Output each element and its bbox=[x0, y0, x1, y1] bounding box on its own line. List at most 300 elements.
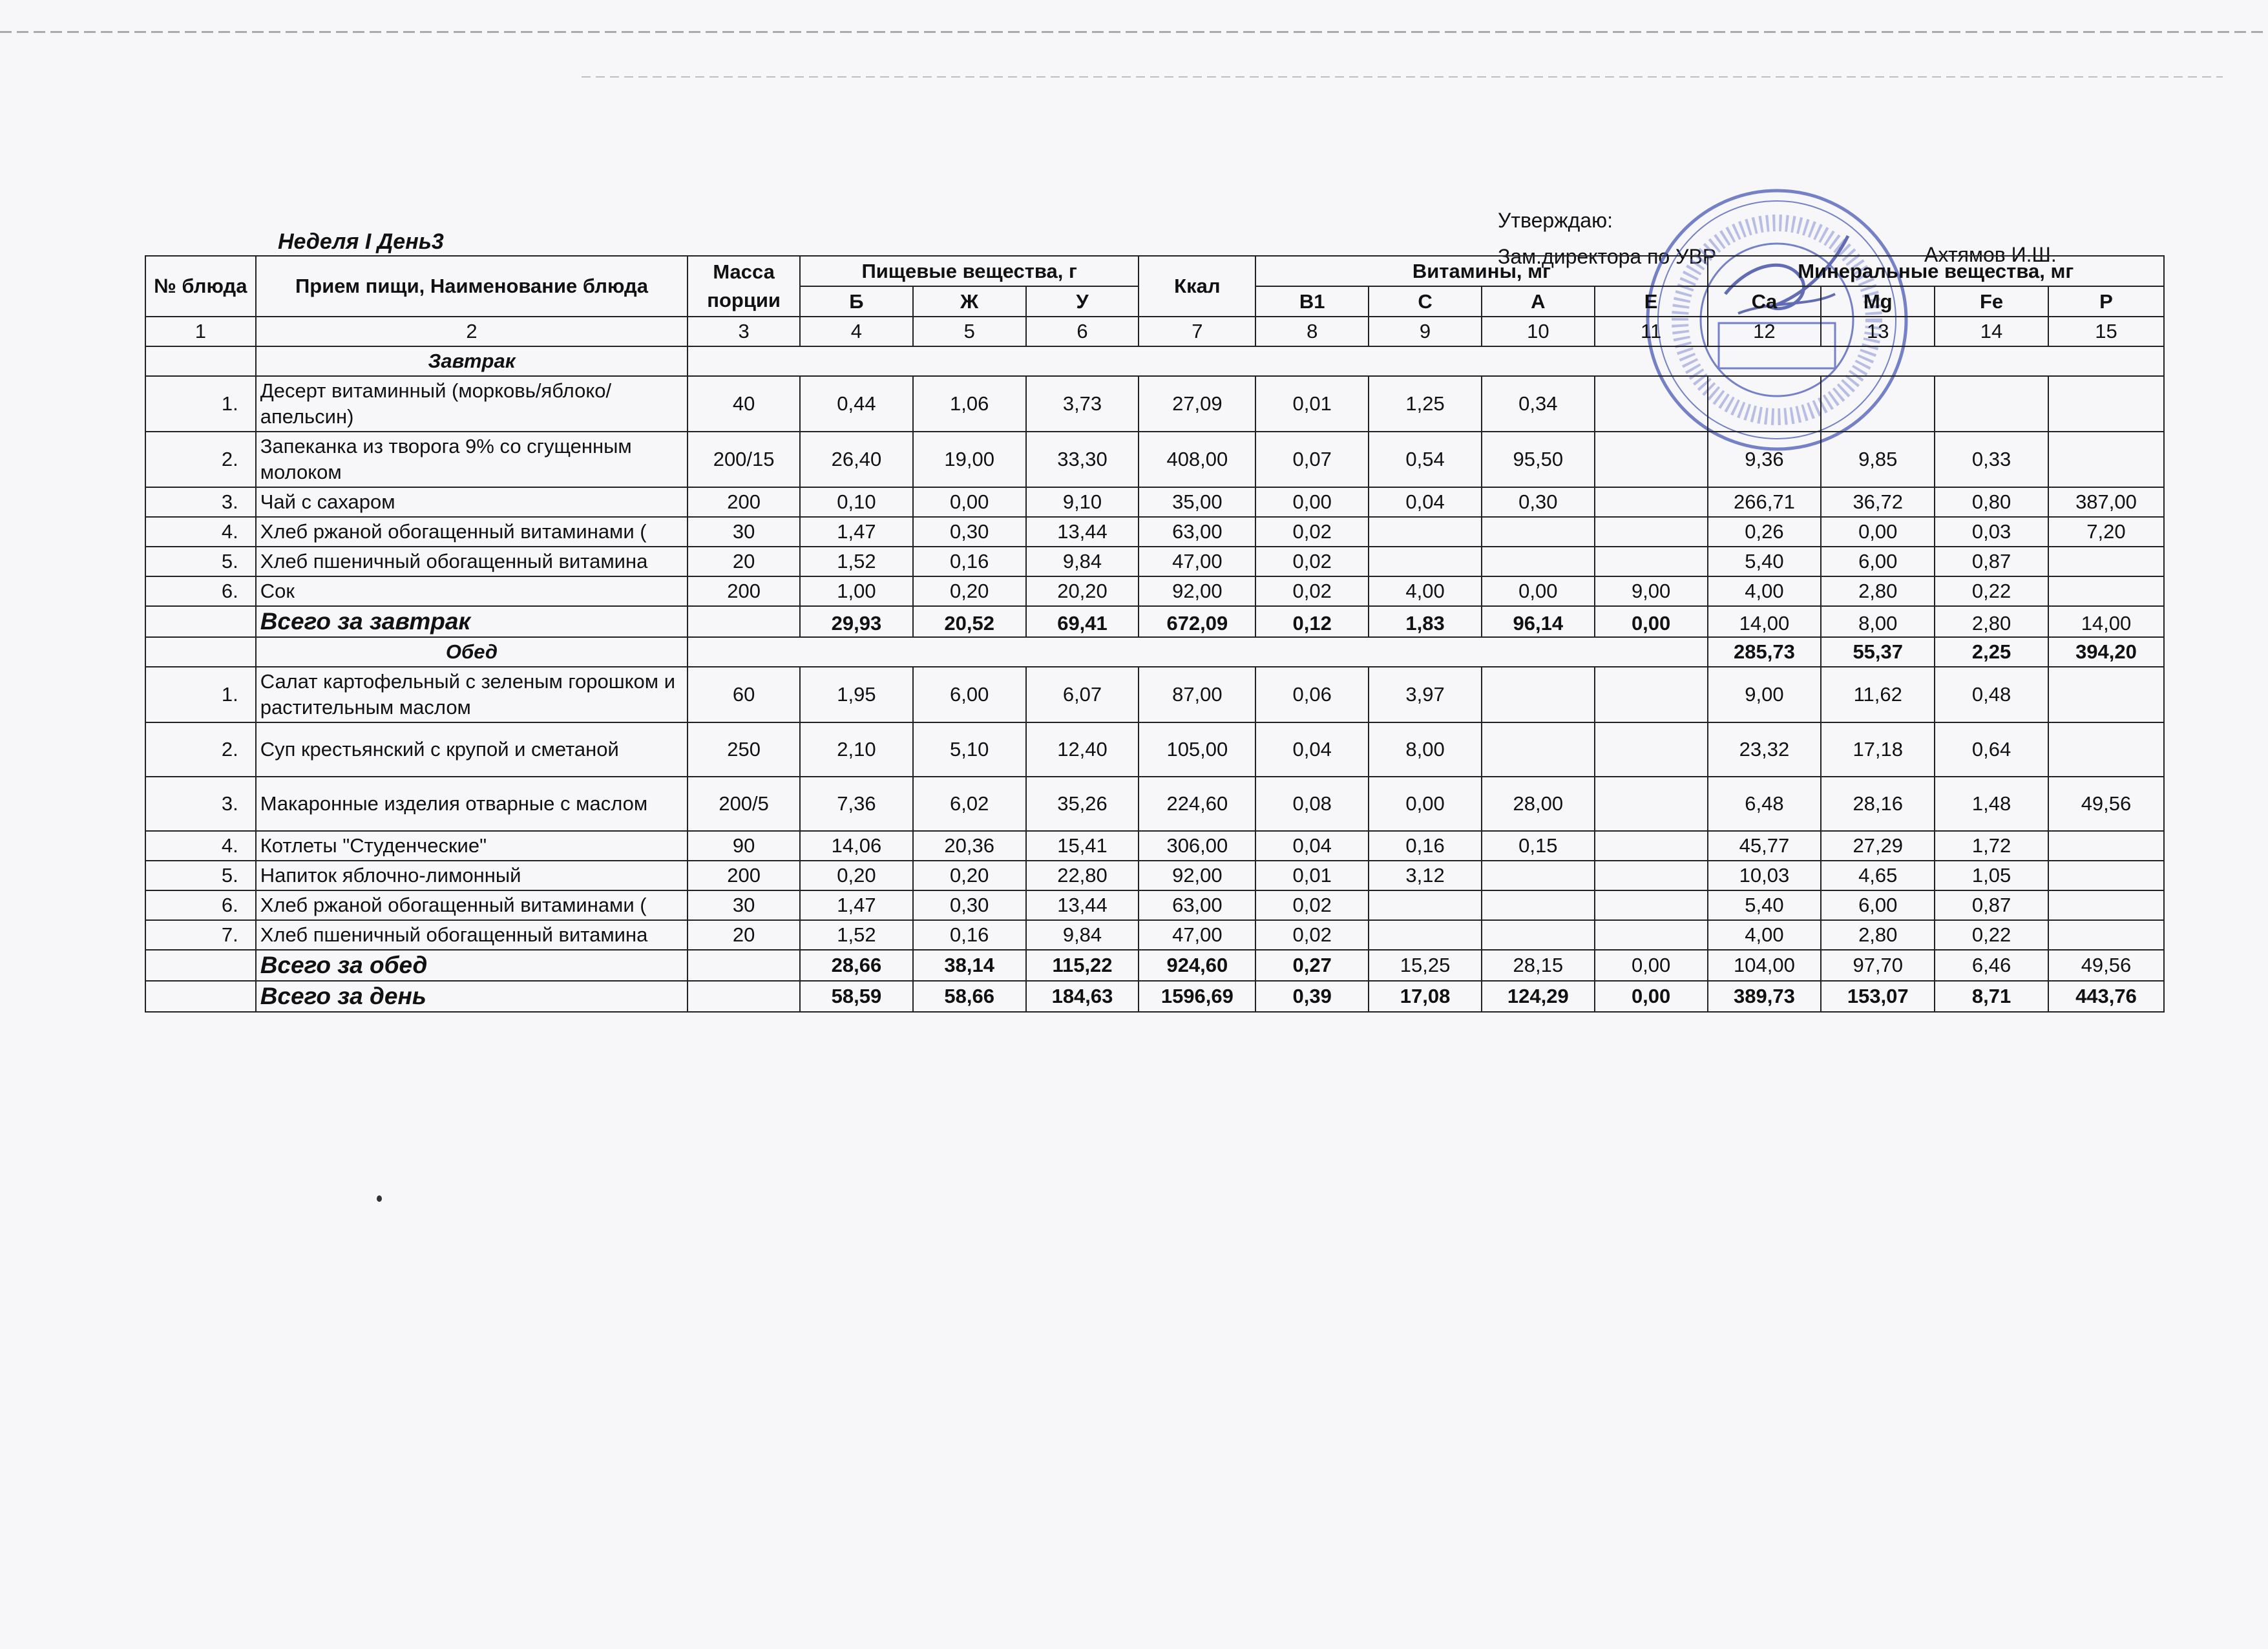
cell-fe: 0,80 bbox=[1935, 487, 2048, 517]
dish-number: 3. bbox=[145, 487, 256, 517]
cell-p bbox=[2048, 667, 2164, 722]
cell-e bbox=[1595, 920, 1708, 950]
cell-ca: 9,36 bbox=[1708, 432, 1822, 487]
cell-u: 35,26 bbox=[1026, 777, 1139, 831]
cell-p bbox=[2048, 861, 2164, 890]
header-row-1 bbox=[145, 256, 2164, 286]
total-u: 69,41 bbox=[1026, 606, 1139, 637]
dish-mass: 200 bbox=[688, 861, 800, 890]
dish-mass: 60 bbox=[688, 667, 800, 722]
total-a: 96,14 bbox=[1482, 606, 1595, 637]
dish-number: 2. bbox=[145, 432, 256, 487]
col-number: 14 bbox=[1935, 317, 2048, 346]
cell-mg: 11,62 bbox=[1821, 667, 1935, 722]
cell-ca: 9,00 bbox=[1708, 667, 1822, 722]
total-label-lunch: Всего за обед bbox=[256, 950, 688, 981]
cell-p: 387,00 bbox=[2048, 487, 2164, 517]
dish-name: Макаронные изделия отварные с маслом bbox=[256, 777, 688, 831]
total-ca-line1: 14,00 bbox=[1708, 606, 1822, 637]
total-e: 0,00 bbox=[1595, 606, 1708, 637]
cell-a: 95,50 bbox=[1482, 432, 1595, 487]
col-header-ca: Ca bbox=[1708, 286, 1822, 317]
cell-ca: 10,03 bbox=[1708, 861, 1822, 890]
cell-b: 1,47 bbox=[800, 517, 913, 547]
dish-mass: 90 bbox=[688, 831, 800, 861]
table-row bbox=[145, 890, 2164, 920]
cell-p: 7,20 bbox=[2048, 517, 2164, 547]
total-ca: 389,73 bbox=[1708, 981, 1822, 1012]
cell-zh: 19,00 bbox=[913, 432, 1026, 487]
total-zh: 38,14 bbox=[913, 950, 1026, 981]
cell-c: 0,04 bbox=[1369, 487, 1482, 517]
cell-u: 33,30 bbox=[1026, 432, 1139, 487]
cell-u: 15,41 bbox=[1026, 831, 1139, 861]
cell-kcal: 224,60 bbox=[1139, 777, 1255, 831]
dish-mass: 40 bbox=[688, 376, 800, 432]
total-kcal: 924,60 bbox=[1139, 950, 1255, 981]
total-row-day bbox=[145, 981, 2164, 1012]
cell-b: 7,36 bbox=[800, 777, 913, 831]
cell-zh: 0,30 bbox=[913, 517, 1026, 547]
cell-a bbox=[1482, 861, 1595, 890]
total-p-line1: 14,00 bbox=[2048, 606, 2164, 637]
col-number: 8 bbox=[1255, 317, 1369, 346]
cell-ca: 45,77 bbox=[1708, 831, 1822, 861]
total-c: 15,25 bbox=[1369, 950, 1482, 981]
col-header-fe: Fe bbox=[1935, 286, 2048, 317]
cell-mg: 2,80 bbox=[1821, 920, 1935, 950]
cell-e: 9,00 bbox=[1595, 576, 1708, 606]
dish-name: Сок bbox=[256, 576, 688, 606]
cell-kcal: 63,00 bbox=[1139, 517, 1255, 547]
cell-a bbox=[1482, 667, 1595, 722]
col-header-no: № блюда bbox=[145, 256, 256, 317]
dish-name: Хлеб ржаной обогащенный витаминами ( bbox=[256, 890, 688, 920]
cell-b: 26,40 bbox=[800, 432, 913, 487]
col-header-a: A bbox=[1482, 286, 1595, 317]
total-row-breakfast bbox=[145, 606, 2164, 637]
cell-b: 0,44 bbox=[800, 376, 913, 432]
cell-a: 0,34 bbox=[1482, 376, 1595, 432]
table-row bbox=[145, 777, 2164, 831]
scan-second-line bbox=[582, 76, 2223, 78]
cell-b1: 0,07 bbox=[1255, 432, 1369, 487]
cell-kcal: 47,00 bbox=[1139, 920, 1255, 950]
total-mg-line1: 8,00 bbox=[1821, 606, 1935, 637]
cell-b1: 0,02 bbox=[1255, 920, 1369, 950]
cell-b: 1,00 bbox=[800, 576, 913, 606]
dish-mass: 20 bbox=[688, 547, 800, 576]
total-b: 58,59 bbox=[800, 981, 913, 1012]
scan-speck bbox=[377, 1195, 382, 1202]
total-u: 184,63 bbox=[1026, 981, 1139, 1012]
total-c: 17,08 bbox=[1369, 981, 1482, 1012]
cell-u: 13,44 bbox=[1026, 890, 1139, 920]
cell-b: 1,52 bbox=[800, 920, 913, 950]
dish-number: 5. bbox=[145, 861, 256, 890]
cell-a bbox=[1482, 920, 1595, 950]
cell-u: 9,84 bbox=[1026, 547, 1139, 576]
cell-e bbox=[1595, 777, 1708, 831]
cell-p bbox=[2048, 432, 2164, 487]
cell-p: 49,56 bbox=[2048, 777, 2164, 831]
total-fe-line2: 2,25 bbox=[1935, 637, 2048, 667]
cell-kcal: 27,09 bbox=[1139, 376, 1255, 432]
dish-number: 5. bbox=[145, 547, 256, 576]
total-fe: 6,46 bbox=[1935, 950, 2048, 981]
total-ca-line2: 285,73 bbox=[1708, 637, 1822, 667]
total-mg: 153,07 bbox=[1821, 981, 1935, 1012]
cell-ca: 266,71 bbox=[1708, 487, 1822, 517]
cell-zh: 20,36 bbox=[913, 831, 1026, 861]
cell-fe: 1,48 bbox=[1935, 777, 2048, 831]
cell-zh: 0,00 bbox=[913, 487, 1026, 517]
cell-zh: 6,02 bbox=[913, 777, 1026, 831]
total-label-day: Всего за день bbox=[256, 981, 688, 1012]
col-number: 6 bbox=[1026, 317, 1139, 346]
dish-mass: 30 bbox=[688, 517, 800, 547]
total-p: 49,56 bbox=[2048, 950, 2164, 981]
cell-kcal: 63,00 bbox=[1139, 890, 1255, 920]
table-row bbox=[145, 376, 2164, 432]
cell-ca: 23,32 bbox=[1708, 722, 1822, 777]
cell-mg: 17,18 bbox=[1821, 722, 1935, 777]
total-fe-line1: 2,80 bbox=[1935, 606, 2048, 637]
cell-e bbox=[1595, 432, 1708, 487]
cell-p bbox=[2048, 722, 2164, 777]
cell-p bbox=[2048, 376, 2164, 432]
cell-b: 0,20 bbox=[800, 861, 913, 890]
cell-c: 0,16 bbox=[1369, 831, 1482, 861]
cell-u: 22,80 bbox=[1026, 861, 1139, 890]
cell-fe bbox=[1935, 376, 2048, 432]
cell-b1: 0,02 bbox=[1255, 890, 1369, 920]
col-header-mg: Mg bbox=[1821, 286, 1935, 317]
total-b1: 0,27 bbox=[1255, 950, 1369, 981]
dish-mass: 200 bbox=[688, 576, 800, 606]
dish-number: 7. bbox=[145, 920, 256, 950]
total-b: 29,93 bbox=[800, 606, 913, 637]
cell-c: 3,12 bbox=[1369, 861, 1482, 890]
cell-ca: 4,00 bbox=[1708, 576, 1822, 606]
total-row-lunch bbox=[145, 950, 2164, 981]
table-row bbox=[145, 517, 2164, 547]
dish-number: 1. bbox=[145, 376, 256, 432]
cell-b1: 0,00 bbox=[1255, 487, 1369, 517]
col-number: 9 bbox=[1369, 317, 1482, 346]
menu-table bbox=[145, 255, 2165, 1013]
cell-zh: 0,16 bbox=[913, 547, 1026, 576]
col-number: 5 bbox=[913, 317, 1026, 346]
col-header-minerals: Минеральные вещества, мг bbox=[1708, 256, 2164, 286]
dish-name: Напиток яблочно-лимонный bbox=[256, 861, 688, 890]
total-zh: 58,66 bbox=[913, 981, 1026, 1012]
cell-a bbox=[1482, 722, 1595, 777]
dish-mass: 30 bbox=[688, 890, 800, 920]
col-header-kcal: Ккал bbox=[1139, 256, 1255, 317]
dish-name: Хлеб пшеничный обогащенный витамина bbox=[256, 920, 688, 950]
cell-mg: 36,72 bbox=[1821, 487, 1935, 517]
cell-zh: 0,30 bbox=[913, 890, 1026, 920]
col-header-dish: Прием пищи, Наименование блюда bbox=[256, 256, 688, 317]
col-number: 10 bbox=[1482, 317, 1595, 346]
col-number: 13 bbox=[1821, 317, 1935, 346]
cell-b: 1,52 bbox=[800, 547, 913, 576]
cell-mg bbox=[1821, 376, 1935, 432]
dish-name: Запеканка из творога 9% со сгущенным молоком bbox=[256, 432, 688, 487]
col-number: 12 bbox=[1708, 317, 1822, 346]
cell-b: 14,06 bbox=[800, 831, 913, 861]
cell-mg: 28,16 bbox=[1821, 777, 1935, 831]
cell-fe: 0,64 bbox=[1935, 722, 2048, 777]
cell-e bbox=[1595, 722, 1708, 777]
cell-e bbox=[1595, 890, 1708, 920]
cell-p bbox=[2048, 890, 2164, 920]
cell-c: 1,25 bbox=[1369, 376, 1482, 432]
total-b: 28,66 bbox=[800, 950, 913, 981]
cell-p bbox=[2048, 576, 2164, 606]
cell-c bbox=[1369, 890, 1482, 920]
cell-b1: 0,02 bbox=[1255, 517, 1369, 547]
cell-b: 1,95 bbox=[800, 667, 913, 722]
cell-zh: 0,16 bbox=[913, 920, 1026, 950]
section-title-lunch: Обед bbox=[256, 637, 688, 667]
cell-e bbox=[1595, 547, 1708, 576]
dish-number: 6. bbox=[145, 576, 256, 606]
total-u: 115,22 bbox=[1026, 950, 1139, 981]
cell-mg: 4,65 bbox=[1821, 861, 1935, 890]
total-p-line2: 394,20 bbox=[2048, 637, 2164, 667]
cell-e bbox=[1595, 376, 1708, 432]
cell-ca: 0,26 bbox=[1708, 517, 1822, 547]
cell-kcal: 47,00 bbox=[1139, 547, 1255, 576]
cell-e bbox=[1595, 861, 1708, 890]
table-row bbox=[145, 432, 2164, 487]
total-e: 0,00 bbox=[1595, 981, 1708, 1012]
col-header-e: E bbox=[1595, 286, 1708, 317]
page-title: Неделя I День3 bbox=[278, 229, 444, 254]
cell-kcal: 105,00 bbox=[1139, 722, 1255, 777]
dish-name: Суп крестьянский с крупой и сметаной bbox=[256, 722, 688, 777]
cell-c: 0,00 bbox=[1369, 777, 1482, 831]
total-mg-line2: 55,37 bbox=[1821, 637, 1935, 667]
cell-mg: 27,29 bbox=[1821, 831, 1935, 861]
cell-b1: 0,08 bbox=[1255, 777, 1369, 831]
cell-p bbox=[2048, 547, 2164, 576]
cell-u: 3,73 bbox=[1026, 376, 1139, 432]
total-e: 0,00 bbox=[1595, 950, 1708, 981]
cell-u: 9,84 bbox=[1026, 920, 1139, 950]
cell-fe: 0,87 bbox=[1935, 547, 2048, 576]
col-header-b: Б bbox=[800, 286, 913, 317]
cell-b1: 0,02 bbox=[1255, 547, 1369, 576]
dish-mass: 200 bbox=[688, 487, 800, 517]
cell-e bbox=[1595, 487, 1708, 517]
cell-c: 8,00 bbox=[1369, 722, 1482, 777]
total-fe: 8,71 bbox=[1935, 981, 2048, 1012]
dish-name: Котлеты "Студенческие" bbox=[256, 831, 688, 861]
cell-b1: 0,04 bbox=[1255, 722, 1369, 777]
col-header-mass: Масса порции bbox=[688, 256, 800, 317]
cell-u: 13,44 bbox=[1026, 517, 1139, 547]
table-row bbox=[145, 547, 2164, 576]
total-b1: 0,12 bbox=[1255, 606, 1369, 637]
dish-mass: 200/5 bbox=[688, 777, 800, 831]
cell-mg: 6,00 bbox=[1821, 547, 1935, 576]
col-number: 15 bbox=[2048, 317, 2164, 346]
cell-ca: 5,40 bbox=[1708, 547, 1822, 576]
cell-b1: 0,04 bbox=[1255, 831, 1369, 861]
col-number: 4 bbox=[800, 317, 913, 346]
cell-fe: 1,05 bbox=[1935, 861, 2048, 890]
section-row-breakfast bbox=[145, 346, 2164, 376]
cell-ca: 5,40 bbox=[1708, 890, 1822, 920]
cell-c: 3,97 bbox=[1369, 667, 1482, 722]
col-header-u: У bbox=[1026, 286, 1139, 317]
section-title-breakfast: Завтрак bbox=[256, 346, 688, 376]
approval-line-2: Зам.директора по УВР bbox=[1498, 245, 1717, 268]
cell-u: 9,10 bbox=[1026, 487, 1139, 517]
cell-ca bbox=[1708, 376, 1822, 432]
col-header-nutrients: Пищевые вещества, г bbox=[800, 256, 1139, 286]
cell-kcal: 92,00 bbox=[1139, 861, 1255, 890]
cell-c: 0,54 bbox=[1369, 432, 1482, 487]
total-ca: 104,00 bbox=[1708, 950, 1822, 981]
total-a: 28,15 bbox=[1482, 950, 1595, 981]
cell-a bbox=[1482, 517, 1595, 547]
cell-a: 0,15 bbox=[1482, 831, 1595, 861]
dish-number: 2. bbox=[145, 722, 256, 777]
col-number: 3 bbox=[688, 317, 800, 346]
table-row bbox=[145, 831, 2164, 861]
cell-p bbox=[2048, 831, 2164, 861]
approver-name: Ахтямов И.Ш. bbox=[1924, 243, 2057, 266]
dish-number: 4. bbox=[145, 517, 256, 547]
cell-kcal: 87,00 bbox=[1139, 667, 1255, 722]
cell-c bbox=[1369, 920, 1482, 950]
cell-e bbox=[1595, 831, 1708, 861]
cell-fe: 1,72 bbox=[1935, 831, 2048, 861]
cell-b: 2,10 bbox=[800, 722, 913, 777]
cell-fe: 0,33 bbox=[1935, 432, 2048, 487]
total-label-breakfast: Всего за завтрак bbox=[256, 606, 688, 637]
dish-name: Хлеб ржаной обогащенный витаминами ( bbox=[256, 517, 688, 547]
cell-kcal: 306,00 bbox=[1139, 831, 1255, 861]
cell-a: 28,00 bbox=[1482, 777, 1595, 831]
cell-c bbox=[1369, 517, 1482, 547]
dish-mass: 20 bbox=[688, 920, 800, 950]
cell-a bbox=[1482, 890, 1595, 920]
cell-fe: 0,22 bbox=[1935, 576, 2048, 606]
cell-b1: 0,01 bbox=[1255, 376, 1369, 432]
cell-kcal: 92,00 bbox=[1139, 576, 1255, 606]
cell-c bbox=[1369, 547, 1482, 576]
cell-kcal: 35,00 bbox=[1139, 487, 1255, 517]
cell-mg: 9,85 bbox=[1821, 432, 1935, 487]
col-number: 11 bbox=[1595, 317, 1708, 346]
table-row bbox=[145, 487, 2164, 517]
column-numbers-row bbox=[145, 317, 2164, 346]
dish-number: 4. bbox=[145, 831, 256, 861]
cell-mg: 2,80 bbox=[1821, 576, 1935, 606]
col-header-c: C bbox=[1369, 286, 1482, 317]
cell-zh: 0,20 bbox=[913, 861, 1026, 890]
table-row bbox=[145, 920, 2164, 950]
col-header-zh: Ж bbox=[913, 286, 1026, 317]
table-row bbox=[145, 667, 2164, 722]
cell-zh: 1,06 bbox=[913, 376, 1026, 432]
approval-line-1: Утверждаю: bbox=[1498, 209, 1613, 232]
cell-fe: 0,87 bbox=[1935, 890, 2048, 920]
section-row-lunch bbox=[145, 637, 2164, 667]
table-row bbox=[145, 722, 2164, 777]
cell-u: 12,40 bbox=[1026, 722, 1139, 777]
total-kcal: 1596,69 bbox=[1139, 981, 1255, 1012]
table-row bbox=[145, 861, 2164, 890]
dish-number: 3. bbox=[145, 777, 256, 831]
cell-zh: 5,10 bbox=[913, 722, 1026, 777]
cell-a bbox=[1482, 547, 1595, 576]
cell-a: 0,30 bbox=[1482, 487, 1595, 517]
total-zh: 20,52 bbox=[913, 606, 1026, 637]
cell-ca: 6,48 bbox=[1708, 777, 1822, 831]
cell-e bbox=[1595, 517, 1708, 547]
cell-fe: 0,22 bbox=[1935, 920, 2048, 950]
cell-b1: 0,02 bbox=[1255, 576, 1369, 606]
cell-u: 6,07 bbox=[1026, 667, 1139, 722]
cell-b1: 0,01 bbox=[1255, 861, 1369, 890]
cell-a: 0,00 bbox=[1482, 576, 1595, 606]
total-kcal: 672,09 bbox=[1139, 606, 1255, 637]
scan-top-line bbox=[0, 31, 2268, 33]
cell-b: 1,47 bbox=[800, 890, 913, 920]
col-header-p: P bbox=[2048, 286, 2164, 317]
dish-mass: 200/15 bbox=[688, 432, 800, 487]
total-p: 443,76 bbox=[2048, 981, 2164, 1012]
cell-b: 0,10 bbox=[800, 487, 913, 517]
cell-fe: 0,48 bbox=[1935, 667, 2048, 722]
dish-name: Десерт витаминный (морковь/яблоко/апельсин) bbox=[256, 376, 688, 432]
dish-name: Салат картофельный с зеленым горошком и растительным маслом bbox=[256, 667, 688, 722]
total-mg: 97,70 bbox=[1821, 950, 1935, 981]
cell-p bbox=[2048, 920, 2164, 950]
cell-c: 4,00 bbox=[1369, 576, 1482, 606]
col-number: 1 bbox=[145, 317, 256, 346]
cell-kcal: 408,00 bbox=[1139, 432, 1255, 487]
cell-u: 20,20 bbox=[1026, 576, 1139, 606]
cell-fe: 0,03 bbox=[1935, 517, 2048, 547]
cell-b1: 0,06 bbox=[1255, 667, 1369, 722]
total-a: 124,29 bbox=[1482, 981, 1595, 1012]
cell-mg: 0,00 bbox=[1821, 517, 1935, 547]
cell-zh: 0,20 bbox=[913, 576, 1026, 606]
dish-name: Чай с сахаром bbox=[256, 487, 688, 517]
col-header-b1: B1 bbox=[1255, 286, 1369, 317]
table-row bbox=[145, 576, 2164, 606]
total-c: 1,83 bbox=[1369, 606, 1482, 637]
cell-ca: 4,00 bbox=[1708, 920, 1822, 950]
cell-mg: 6,00 bbox=[1821, 890, 1935, 920]
col-header-vitamins: Витамины, мг bbox=[1255, 256, 1707, 286]
dish-number: 1. bbox=[145, 667, 256, 722]
cell-zh: 6,00 bbox=[913, 667, 1026, 722]
dish-number: 6. bbox=[145, 890, 256, 920]
col-number: 2 bbox=[256, 317, 688, 346]
col-number: 7 bbox=[1139, 317, 1255, 346]
total-b1: 0,39 bbox=[1255, 981, 1369, 1012]
cell-e bbox=[1595, 667, 1708, 722]
dish-name: Хлеб пшеничный обогащенный витамина bbox=[256, 547, 688, 576]
